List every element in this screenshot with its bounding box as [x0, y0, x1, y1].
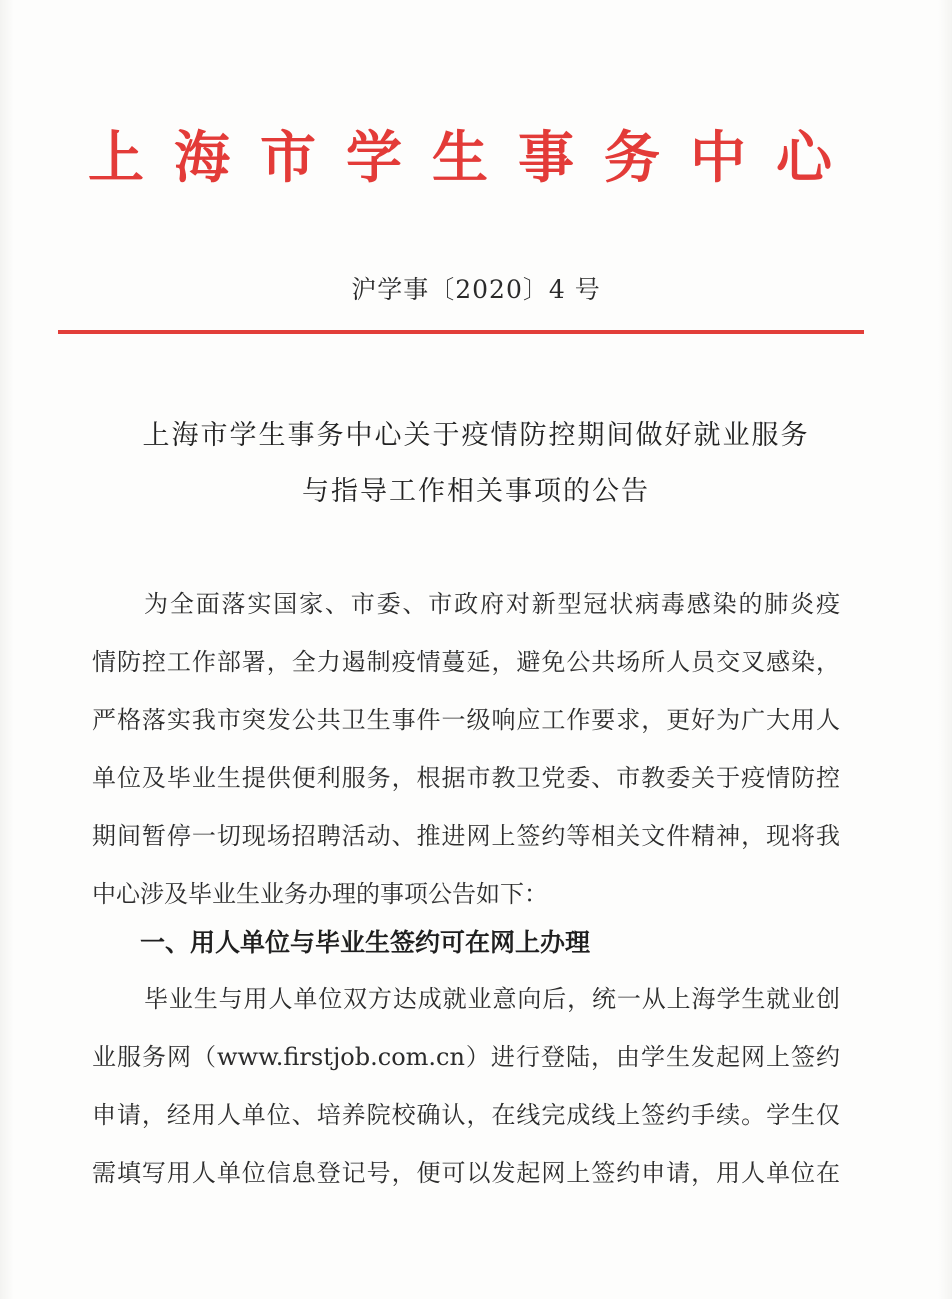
paragraph-line: 单位及毕业生提供便利服务，根据市教卫党委、市教委关于疫情防控: [92, 764, 840, 792]
letterhead-divider: [58, 330, 864, 334]
paragraph-line: 为全面落实国家、市委、市政府对新型冠状病毒感染的肺炎疫: [144, 590, 840, 618]
paragraph-line: 情防控工作部署，全力遏制疫情蔓延，避免公共场所人员交叉感染，: [92, 648, 840, 676]
paragraph-line: 毕业生与用人单位双方达成就业意向后，统一从上海学生就业创: [144, 985, 840, 1013]
letterhead-title: 上海市学生事务中心: [88, 125, 862, 191]
paragraph-line: 申请，经用人单位、培养院校确认，在线完成线上签约手续。学生仅: [92, 1101, 840, 1129]
intro-paragraph: [92, 575, 840, 923]
paragraph-line: 业服务网（www.firstjob.com.cn）进行登陆，由学生发起网上签约: [92, 1043, 840, 1071]
notice-title: [0, 408, 952, 520]
paragraph-line: 需填写用人单位信息登记号，便可以发起网上签约申请，用人单位在: [92, 1159, 840, 1187]
section-heading-1: 一、用人单位与毕业生签约可在网上办理: [140, 928, 591, 957]
document-number: 沪学事〔2020〕4 号: [351, 275, 601, 304]
section-1-paragraph: [92, 970, 840, 1202]
notice-title-line-2: 与指导工作相关事项的公告: [302, 476, 650, 507]
paragraph-line: 期间暂停一切现场招聘活动、推进网上签约等相关文件精神，现将我: [92, 822, 840, 850]
paragraph-line: 中心涉及毕业生业务办理的事项公告如下：: [92, 880, 548, 908]
paragraph-line: 严格落实我市突发公共卫生事件一级响应工作要求，更好为广大用人: [92, 706, 840, 734]
notice-title-line-1: 上海市学生事务中心关于疫情防控期间做好就业服务: [142, 420, 810, 451]
